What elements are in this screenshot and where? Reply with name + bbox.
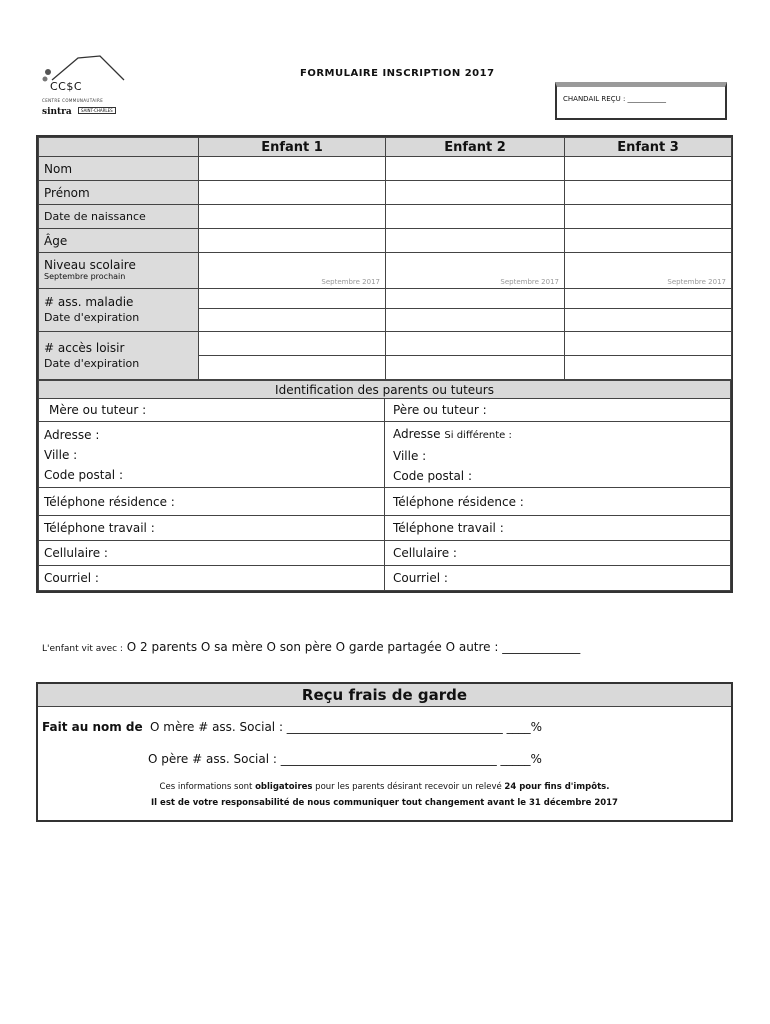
field-nom-3[interactable] <box>565 157 732 181</box>
row-label-niveau <box>39 253 199 289</box>
recu-section <box>36 682 733 822</box>
row-label-date-naissance: Date de naissance <box>39 205 199 229</box>
col-enfant-2: Enfant 2 <box>386 138 565 157</box>
field-dob-2[interactable] <box>386 205 565 229</box>
field-loisir-2[interactable] <box>386 332 565 356</box>
field-niveau-1[interactable]: Septembre 2017 <box>199 253 386 289</box>
recu-note-1 <box>38 782 731 792</box>
mother-courriel[interactable]: Courriel : <box>39 566 385 591</box>
chandail-box[interactable] <box>555 82 727 120</box>
mother-ville: Ville : <box>44 447 78 462</box>
col-enfant-3: Enfant 3 <box>565 138 732 157</box>
field-loisir-1[interactable] <box>199 332 386 356</box>
ass-maladie-label: # ass. maladie <box>44 295 134 309</box>
mother-tel-travail[interactable]: Téléphone travail : <box>39 516 385 541</box>
row-label-acces-loisir <box>39 332 199 380</box>
recu-pere-line[interactable]: O père # ass. Social : ____________________________________ _____% <box>148 752 542 766</box>
niveau-sub: Septembre prochain <box>44 271 126 281</box>
field-father[interactable]: Père ou tuteur : <box>385 399 731 422</box>
field-dob-1[interactable] <box>199 205 386 229</box>
header-blank <box>39 138 199 157</box>
lives-with-label: L'enfant vit avec : <box>42 644 123 654</box>
field-prenom-1[interactable] <box>199 181 386 205</box>
mother-code-postal: Code postal : <box>44 467 123 482</box>
father-adresse <box>393 424 725 446</box>
field-ram-exp-1[interactable] <box>199 309 386 332</box>
parents-section-title: Identification des parents ou tuteurs <box>39 381 731 399</box>
logo-name: CC$C <box>50 80 83 93</box>
fait-au-nom-label: Fait au nom de <box>42 720 143 734</box>
mother-tel-residence[interactable]: Téléphone résidence : <box>39 488 385 516</box>
logo-brand2: SAINT-CHARLES <box>78 107 116 114</box>
field-age-3[interactable] <box>565 229 732 253</box>
field-ram-3[interactable] <box>565 289 732 309</box>
father-courriel[interactable]: Courriel : <box>385 566 731 591</box>
recu-mere-line[interactable]: O mère # ass. Social : ____________________________________ ____% <box>150 720 543 734</box>
recu-title: Reçu frais de garde <box>38 684 731 707</box>
father-tel-travail[interactable]: Téléphone travail : <box>385 516 731 541</box>
field-nom-2[interactable] <box>386 157 565 181</box>
field-loisir-3[interactable] <box>565 332 732 356</box>
father-address-block[interactable] <box>385 422 731 488</box>
note1-c: pour les parents désirant recevoir un relevé <box>312 782 505 792</box>
note1-b: obligatoires <box>255 782 313 792</box>
lives-with-line[interactable] <box>42 640 580 654</box>
field-ram-exp-2[interactable] <box>386 309 565 332</box>
field-prenom-3[interactable] <box>565 181 732 205</box>
father-cellulaire[interactable]: Cellulaire : <box>385 541 731 566</box>
logo-brand: sintra <box>42 107 72 117</box>
father-ville: Ville : <box>393 448 427 463</box>
note1-d: 24 pour fins d'impôts. <box>504 782 610 792</box>
form-title: FORMULAIRE INSCRIPTION 2017 <box>300 68 495 79</box>
row-label-nom: Nom <box>39 157 199 181</box>
row-label-prenom: Prénom <box>39 181 199 205</box>
logo-sub: CENTRE COMMUNAUTAIRE <box>42 98 104 103</box>
field-ram-1[interactable] <box>199 289 386 309</box>
field-niveau-3[interactable]: Septembre 2017 <box>565 253 732 289</box>
field-niveau-2[interactable]: Septembre 2017 <box>386 253 565 289</box>
field-loisir-exp-2[interactable] <box>386 356 565 380</box>
lives-with-options: O 2 parents O sa mère O son père O garde partagée O autre : _____________ <box>126 640 581 654</box>
field-ram-2[interactable] <box>386 289 565 309</box>
row-label-ass-maladie <box>39 289 199 332</box>
father-adresse-note: Si différente : <box>444 429 512 441</box>
field-loisir-exp-1[interactable] <box>199 356 386 380</box>
field-ram-exp-3[interactable] <box>565 309 732 332</box>
row-label-age: Âge <box>39 229 199 253</box>
field-mother[interactable]: Mère ou tuteur : <box>39 399 385 422</box>
logo <box>38 52 138 122</box>
recu-note-2: Il est de votre responsabilité de nous communiquer tout changement avant le 31 décembre 2017 <box>151 798 618 808</box>
field-loisir-exp-3[interactable] <box>565 356 732 380</box>
col-enfant-1: Enfant 1 <box>199 138 386 157</box>
father-adresse-label: Adresse <box>393 426 441 441</box>
mother-cellulaire[interactable]: Cellulaire : <box>39 541 385 566</box>
ass-maladie-exp: Date d'expiration <box>44 311 140 324</box>
logo-mountain-icon <box>38 52 138 82</box>
mother-adresse: Adresse : <box>44 427 100 442</box>
field-dob-3[interactable] <box>565 205 732 229</box>
mother-address-block[interactable] <box>39 422 385 488</box>
field-age-2[interactable] <box>386 229 565 253</box>
children-table <box>36 135 733 593</box>
acces-loisir-exp: Date d'expiration <box>44 356 140 370</box>
acces-loisir-label: # accès loisir <box>44 340 125 355</box>
chandail-label: CHANDAIL REÇU : ___________ <box>563 95 667 103</box>
field-age-1[interactable] <box>199 229 386 253</box>
father-code-postal: Code postal : <box>393 468 472 483</box>
note1-a: Ces informations sont <box>159 782 256 792</box>
field-prenom-2[interactable] <box>386 181 565 205</box>
field-nom-1[interactable] <box>199 157 386 181</box>
niveau-label: Niveau scolaire <box>44 257 136 272</box>
father-tel-residence[interactable]: Téléphone résidence : <box>385 488 731 516</box>
